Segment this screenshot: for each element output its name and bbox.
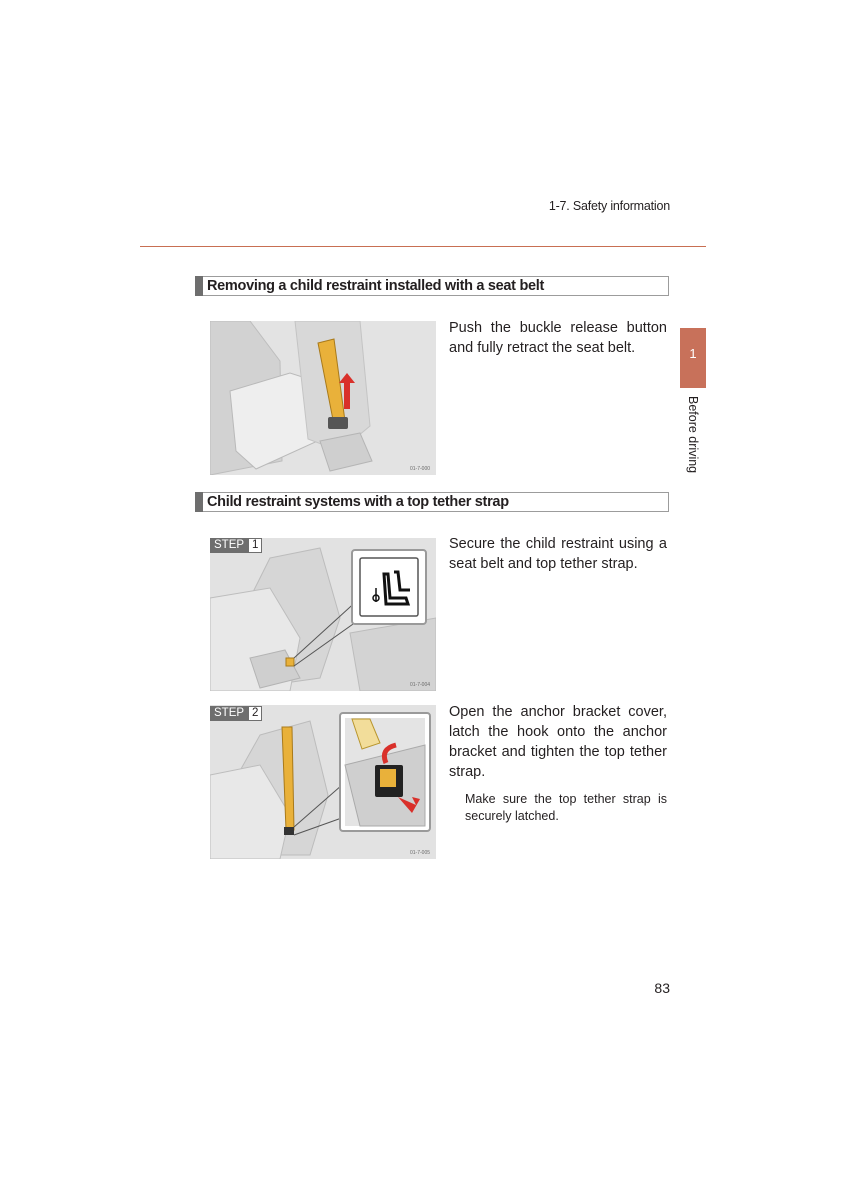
figure-step-2 bbox=[210, 705, 436, 859]
chapter-label-text: Before driving bbox=[686, 396, 700, 474]
step-2-badge bbox=[210, 706, 262, 721]
chapter-tab[interactable] bbox=[680, 328, 706, 388]
header-title: 1-7. Safety information bbox=[548, 199, 670, 213]
step-2-instruction: Open the anchor bracket cover, latch the hook onto the anchor bracket and tighten the top tether strap. bbox=[449, 704, 667, 780]
figure-code: 01-7-004 bbox=[409, 682, 430, 688]
step-1-instruction: Secure the child restraint using a seat belt and top tether strap. bbox=[449, 536, 667, 572]
step-number: 1 bbox=[248, 538, 262, 553]
chapter-label bbox=[680, 396, 706, 486]
figure-step-1 bbox=[210, 538, 436, 691]
section-heading-text: Child restraint systems with a top tether strap bbox=[207, 494, 509, 510]
chapter-number: 1 bbox=[689, 346, 697, 361]
section-heading-remove bbox=[195, 276, 669, 296]
section-heading-text: Removing a child restraint installed with a seat belt bbox=[207, 278, 545, 294]
figure-code: 01-7-005 bbox=[409, 850, 430, 856]
figure-remove-restraint bbox=[210, 321, 436, 475]
step-label: STEP bbox=[210, 706, 248, 721]
header-rule bbox=[140, 246, 706, 247]
page-number: 83 bbox=[654, 980, 670, 996]
section-heading-tether bbox=[195, 492, 669, 512]
step-1-badge bbox=[210, 538, 262, 553]
step-label: STEP bbox=[210, 538, 248, 553]
step-2-note: Make sure the top tether strap is securely latched. bbox=[465, 792, 667, 823]
step-number: 2 bbox=[248, 706, 262, 721]
figure-code: 01-7-000 bbox=[409, 466, 430, 472]
remove-instruction: Push the buckle release button and fully retract the seat belt. bbox=[449, 320, 667, 356]
